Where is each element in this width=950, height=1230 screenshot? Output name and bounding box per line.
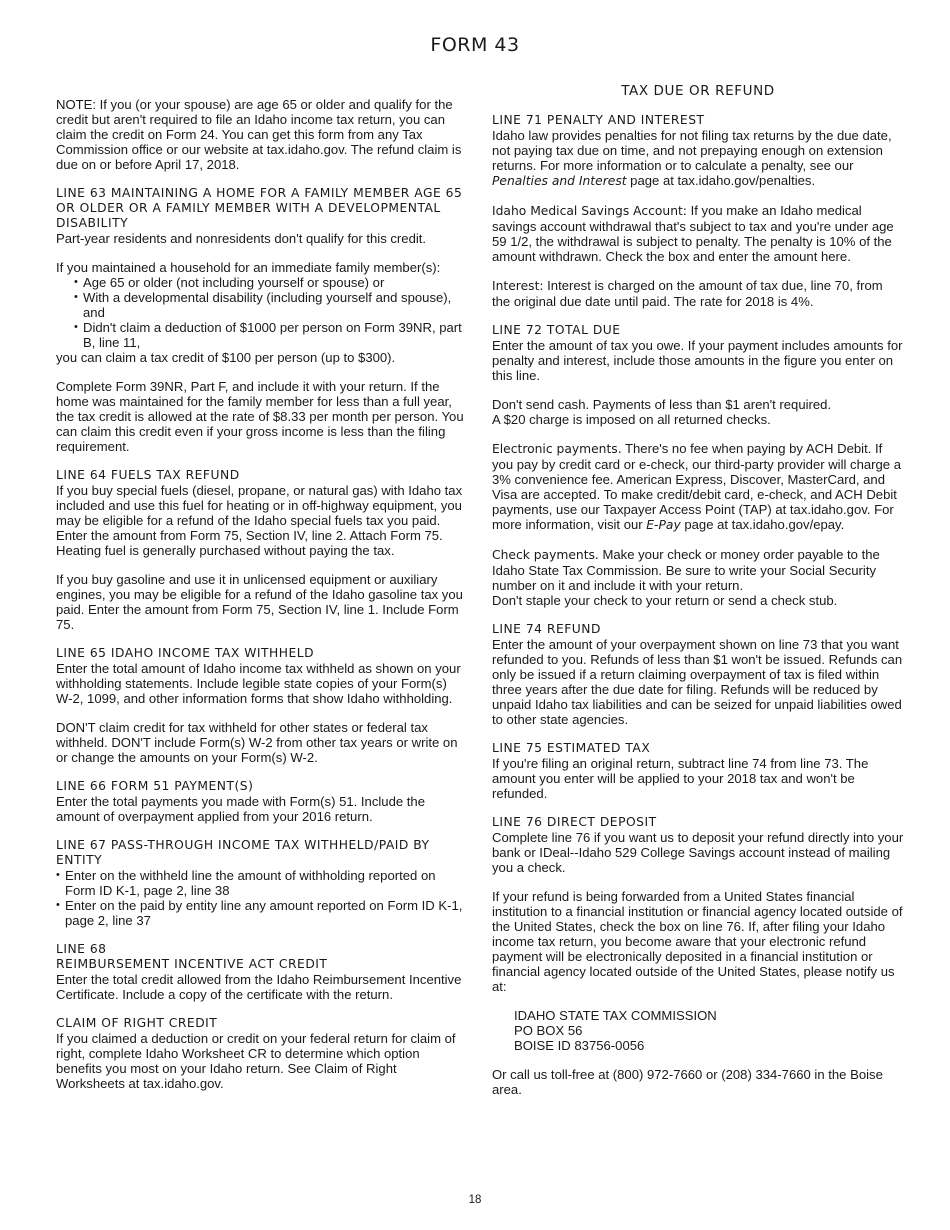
line68-heading: REIMBURSEMENT INCENTIVE ACT CREDIT: [56, 957, 328, 971]
line66-heading: LINE 66 FORM 51 PAYMENT(S): [56, 779, 254, 793]
electronic-payments-lead: Electronic payments.: [492, 442, 622, 456]
right-column: [492, 84, 904, 1111]
line64-section: [56, 468, 464, 632]
line71-heading: LINE 71 PENALTY AND INTEREST: [492, 113, 705, 127]
interest-lead: Interest:: [492, 279, 544, 293]
epay-emphasis: E-Pay: [646, 518, 681, 532]
left-column: [56, 97, 464, 1105]
mailing-address: [492, 1008, 904, 1053]
medical-savings-lead: Idaho Medical Savings Account:: [492, 204, 687, 218]
list-item: • Enter on the withheld line the amount of withholding reported on Form ID K-1, page 2, line 38: [56, 868, 464, 898]
line76-para1: Complete line 76 if you want us to deposit your refund directly into your bank or IDeal--Idaho 529 College Savings account instead of mailing you a check.: [492, 830, 904, 875]
list-item: • Didn't claim a deduction of $1000 per person on Form 39NR, part B, line 11,: [74, 320, 464, 350]
line74-heading: LINE 74 REFUND: [492, 622, 601, 636]
line71-text: [492, 128, 904, 189]
interest-text: Interest is charged on the amount of tax due, line 70, from the original due date until paid. The rate for 2018 is 4%.: [492, 278, 883, 309]
line63-text: Part-year residents and nonresidents don't qualify for this credit.: [56, 231, 427, 246]
line65-section: [56, 646, 464, 765]
claim-of-right-heading: CLAIM OF RIGHT CREDIT: [56, 1016, 218, 1030]
address-line: IDAHO STATE TAX COMMISSION: [514, 1008, 717, 1023]
toll-free-note: Or call us toll-free at (800) 972-7660 or (208) 334-7660 in the Boise area.: [492, 1067, 883, 1097]
check-payments-paragraph: [492, 547, 904, 593]
tax-due-or-refund-heading: TAX DUE OR REFUND: [621, 83, 775, 99]
line71-section: [492, 113, 904, 309]
claim-of-right-section: [56, 1016, 464, 1091]
electronic-payments-text-end: page at tax.idaho.gov/epay.: [680, 517, 845, 532]
line74-section: [492, 622, 904, 727]
line76-section: [492, 815, 904, 1097]
line68-heading-number: LINE 68: [56, 942, 107, 956]
address-line: PO BOX 56: [514, 1023, 583, 1038]
line63-bullet-list: [56, 275, 464, 350]
line66-text: Enter the total payments you made with Form(s) 51. Include the amount of overpayment applied from your 2016 return.: [56, 794, 425, 824]
line72-cash-note: Don't send cash. Payments of less than $1 aren't required.: [492, 397, 832, 412]
list-item: • Enter on the paid by entity line any amount reported on Form ID K-1, page 2, line 37: [56, 898, 464, 928]
line72-heading: LINE 72 TOTAL DUE: [492, 323, 621, 337]
list-item: • With a developmental disability (including yourself and spouse), and: [74, 290, 464, 320]
line63-para2: Complete Form 39NR, Part F, and include it with your return. If the home was maintained for the family member for less than a full year, the tax credit is allowed at the rate of $8.33 per month per person. You can claim this credit even if your gross income is less than the filing requirement.: [56, 379, 464, 454]
line63-heading: LINE 63 MAINTAINING A HOME FOR A FAMILY MEMBER AGE 65 OR OLDER OR A FAMILY MEMBER WITH A DEVELOPMENTAL DISABILITY: [56, 186, 463, 230]
line63-intro: If you maintained a household for an immediate family member(s):: [56, 260, 441, 275]
check-payments-lead: Check payments.: [492, 548, 599, 562]
line67-heading: LINE 67 PASS-THROUGH INCOME TAX WITHHELD/PAID BY ENTITY: [56, 838, 430, 867]
medical-savings-paragraph: [492, 203, 904, 264]
form-title: FORM 43: [430, 34, 520, 56]
line65-para1: Enter the total amount of Idaho income tax withheld as shown on your withholding statements. Include legible state copies of your Form(s) W-2, 1099, and other information forms that show Idaho withholding.: [56, 661, 461, 706]
address-line: BOISE ID 83756-0056: [514, 1038, 645, 1053]
list-item: • Age 65 or older (not including yourself or spouse) or: [74, 275, 464, 290]
line63-outro: you can claim a tax credit of $100 per person (up to $300).: [56, 350, 396, 365]
line68-text: Enter the total credit allowed from the Idaho Reimbursement Incentive Certificate. Include a copy of the certificate with the return.: [56, 972, 462, 1002]
claim-of-right-text: If you claimed a deduction or credit on your federal return for claim of right, complete Idaho Worksheet CR to determine which option benefits you most on your Idaho return. See Claim of Right Worksheets at tax.idaho.gov.: [56, 1031, 456, 1091]
line65-para2: DON'T claim credit for tax withheld for other states or federal tax withheld. DON'T include Form(s) W-2 from other tax years or write on or change the amounts on your Form(s) W-2.: [56, 720, 458, 765]
line75-section: [492, 741, 904, 801]
check-stub-note: Don't staple your check to your return or send a check stub.: [492, 593, 838, 608]
line75-text: If you're filing an original return, subtract line 74 from line 73. The amount you enter will be applied to your 2018 tax and won't be refunded.: [492, 756, 869, 801]
page-number: 18: [468, 1194, 482, 1206]
line71-text-part: Idaho law provides penalties for not filing tax returns by the due date, not paying tax due on time, and not prepaying enough on extension returns. For more information or to calculate a penalty, see our: [492, 128, 892, 173]
line67-section: [56, 838, 464, 928]
line64-heading: LINE 64 FUELS TAX REFUND: [56, 468, 240, 482]
line72-para1: Enter the amount of tax you owe. If your payment includes amounts for penalty and interest, include those amounts in the figure you enter on this line.: [492, 338, 903, 383]
note-paragraph: NOTE: If you (or your spouse) are age 65 or older and qualify for the credit but aren't required to file an Idaho income tax return, you can claim the credit on Form 24. You can get this form from any Tax Commission office or our website at tax.idaho.gov. The refund claim is due on or before April 17, 2018.: [56, 97, 462, 172]
line75-heading: LINE 75 ESTIMATED TAX: [492, 741, 651, 755]
medical-savings-text: If you make an Idaho medical savings account withdrawal that's subject to tax and you're under age 59 1/2, the withdrawal is subject to penalty. The penalty is 10% of the amount withdrawn. Check the box and enter the amount here.: [492, 203, 894, 264]
electronic-payments-text: There's no fee when paying by ACH Debit. If you pay by credit card or e-check, our third-party provider will charge a 3% convenience fee. American Express, Discover, MasterCard, and Visa are accepted. To make credit/debit card, e-check, and ACH Debit payments, use our Taxpayer Access Point (TAP) at tax.idaho.gov. For more information, visit our: [492, 441, 901, 532]
electronic-payments-paragraph: [492, 441, 904, 533]
line76-heading: LINE 76 DIRECT DEPOSIT: [492, 815, 657, 829]
line67-bullet-list: [56, 868, 464, 928]
interest-paragraph: [492, 278, 904, 309]
line64-para2: If you buy gasoline and use it in unlicensed equipment or auxiliary engines, you may be eligible for a refund of the Idaho gasoline tax you paid. Enter the amount from Form 75, Section IV, line 1. Include Form 75.: [56, 572, 463, 632]
line64-para1: If you buy special fuels (diesel, propane, or natural gas) with Idaho tax included and use this fuel for heating or in off-highway equipment, you may be eligible for a refund of the Idaho special fuels tax you paid. Enter the amount from Form 75, Section IV, line 2. Attach Form 75. Heating fuel is generally purchased without paying the tax.: [56, 483, 463, 558]
line65-heading: LINE 65 IDAHO INCOME TAX WITHHELD: [56, 646, 315, 660]
line63-section: [56, 186, 464, 454]
line72-returned-check-note: A $20 charge is imposed on all returned checks.: [492, 412, 771, 427]
line74-text: Enter the amount of your overpayment shown on line 73 that you want refunded to you. Refunds of less than $1 won't be issued. Refunds can only be issued if a return claiming overpayment of tax is filed within three years after the due date for filing. Refunds will be reduced by unpaid Idaho tax liabilities and can be seized for unpaid liabilities owed to other state agencies.: [492, 637, 903, 727]
line68-section: [56, 942, 464, 1002]
penalties-and-interest-emphasis: Penalties and Interest: [492, 174, 627, 188]
line71-text-part: page at tax.idaho.gov/penalties.: [626, 173, 816, 188]
line72-section: [492, 323, 904, 608]
line66-section: [56, 779, 464, 824]
check-payments-text: Make your check or money order payable to the Idaho State Tax Commission. Be sure to write your Social Security number on it and include it with your return.: [492, 547, 880, 593]
line76-para2: If your refund is being forwarded from a United States financial institution to a financial institution or financial agency located outside of the United States, check the box on line 76. If, after filing your Idaho income tax return, you become aware that your electronic refund payment will be electronically deposited in a financial institution or financial agency located outside of the United States, please notify us at:: [492, 889, 903, 994]
